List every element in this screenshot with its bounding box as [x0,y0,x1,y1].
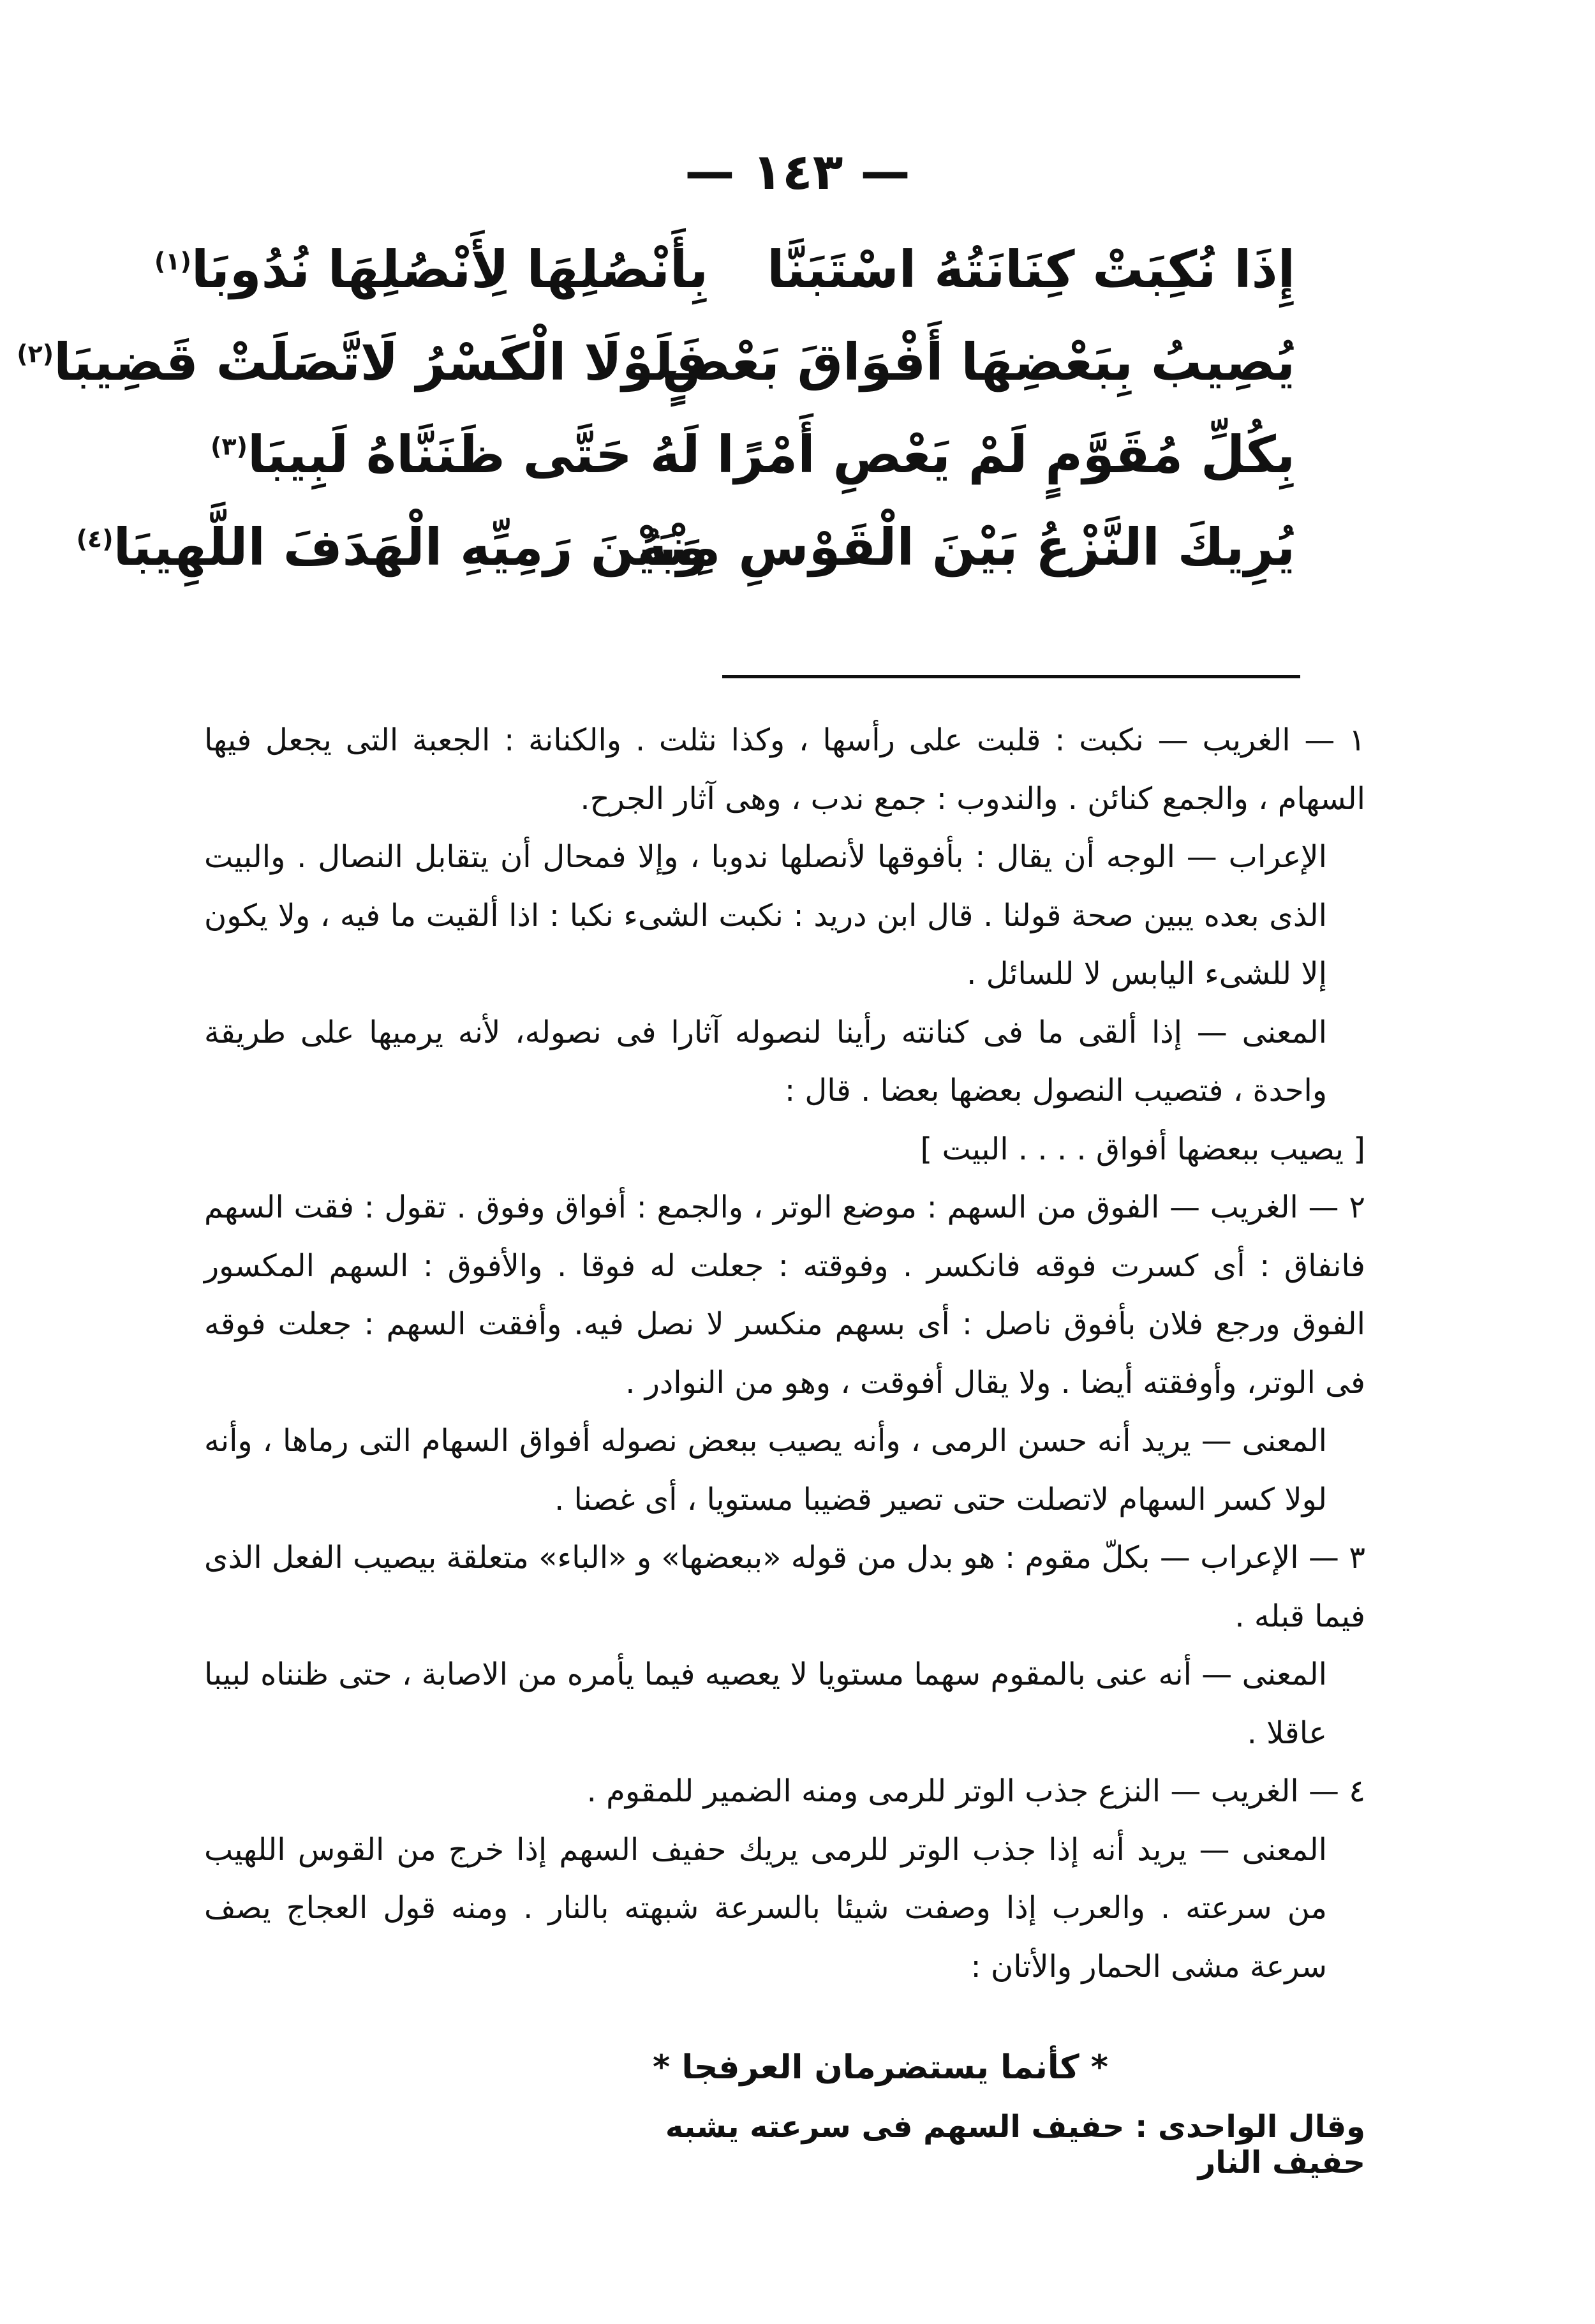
verse-line [211,408,1295,501]
commentary-paragraph: ٣ — الإعراب — بكلّ مقوم : هو بدل من قوله «ببعضها» و «الباء» متعلقة بيصيب الفعل الذى فيما قبله . [204,1540,1365,1634]
verse-first-hemistich: يُرِيكَ النَّزْعُ بَيْنَ الْقَوْسِ مِنْهُ [637,518,1295,577]
verse-line [17,316,1295,408]
footnote-marker: (٣) [211,432,248,461]
commentary-paragraph: الإعراب — الوجه أن يقال : بأفوقها لأنصلها ندوبا ، وإلا فمحال أن يتقابل النصال . والبيت الذى بعده يبين صحة قولنا . قال ابن دريد : نكبت الشىء نكبا : اذا ألقيت ما فيه ، ولا يكون إلا للشىء اليابس لا للسائل . [204,839,1327,992]
commentary-paragraph: ٤ — الغريب — النزع جذب الوتر للرمى ومنه الضمير للمقوم . [586,1773,1365,1809]
commentary [204,711,1365,1996]
verse-first-hemistich: بِكُلِّ مُقَوَّمٍ لَمْ يَعْصِ أَمْرًا [716,425,1295,484]
footnote-marker: (٤) [76,525,114,553]
verse-first-hemistich: يُصِيبُ بِبَعْضِهَا أَفْوَاقَ بَعْضٍ [662,332,1295,392]
verse-line [76,501,1295,593]
footnote-marker: (١) [154,247,191,276]
verse-second-hemistich: بِأَنْصُلِهَا لِأَنْصُلِهَا نُدُوبَا$^{(١)}$ [154,240,708,299]
verse-line [154,223,1295,316]
commentary-paragraph: المعنى — يريد أنه إذا جذب الوتر للرمى يريك حفيف السهم إذا خرج من القوس اللهيب من سرعته . والعرب إذا وصفت شيئا بالسرعة شبهته بالنار . ومنه قول العجاج يصف سرعة مشى الحمار والأتان : [204,1831,1327,1985]
commentary-paragraph: ٢ — الغريب — الفوق من السهم : موضع الوتر ، والجمع : أفواق وفوق . تقول : فقت السهم فانفاق : أى كسرت فوقه فانكسر . وفوقته : جعلت له فوقا . والأفوق : السهم المكسور الفوق ورجع فلان بأفوق ناصل : أى بسهم منكسر لا نصل فيه. وأفقت السهم : جعلت فوقه فى الوتر، وأوفقته أيضا . ولا يقال أفوقت ، وهو من النوادر . [204,1189,1365,1401]
poem-verses [17,223,1295,593]
commentary-paragraph: [ يصيب ببعضها أفواق . . . . البيت ] [920,1131,1365,1167]
commentary-paragraph: المعنى — يريد أنه حسن الرمى ، وأنه يصيب ببعض نصوله أفواق السهام التى رماها ، وأنه لولا كسر السهام لاتصلت حتى تصير قضيبا مستويا ، أى غصنا . [204,1423,1327,1517]
verse-first-hemistich: إِذَا نُكِبَتْ كِنَانَتُهُ اسْتَبَنَّا [767,240,1295,299]
verse-second-hemistich: وَبَيْنَ رَمِيِّهِ الْهَدَفَ اللَّهِيبَا$^{(٤)}$ [76,518,708,577]
commentary-paragraph: المعنى — أنه عنى بالمقوم سهما مستويا لا يعصيه فيما يأمره من الاصابة ، حتى ظنناه لبيبا عاقلا . [204,1657,1327,1751]
commentary-paragraph: ١ — الغريب — نكبت : قلبت على رأسها ، وكذا نثلت . والكنانة : الجعبة التى يجعل فيها السهام ، والجمع كنائن . والندوب : جمع ندب ، وهى آثار الجرح. [204,722,1365,817]
commentary-paragraph: المعنى — إذا ألقى ما فى كنانته رأينا لنصوله آثارا فى نصوله، لأنه يرميها على طريقة واحدة ، فتصيب النصول بعضها بعضا . قال : [204,1014,1327,1108]
separator-rule [722,675,1300,678]
verse-second-hemistich: فَلَوْلَا الْكَسْرُ لَاتَّصَلَتْ قَضِيبَا$^{(٢)}$ [17,332,708,392]
quoted-verse: * كأنما يستضرمان العرفجا * [653,2048,1108,2087]
verse-second-hemistich: لَهُ حَتَّى ظَنَنَّاهُ لَبِيبَا$^{(٣)}$ [211,425,701,484]
closing-line: وقال الواحدى : حفيف السهم فى سرعته يشبه حفيف النار [665,2109,1365,2180]
footnote-marker: (٢) [17,339,54,368]
page-number: — ١٤٣ — [685,144,910,201]
